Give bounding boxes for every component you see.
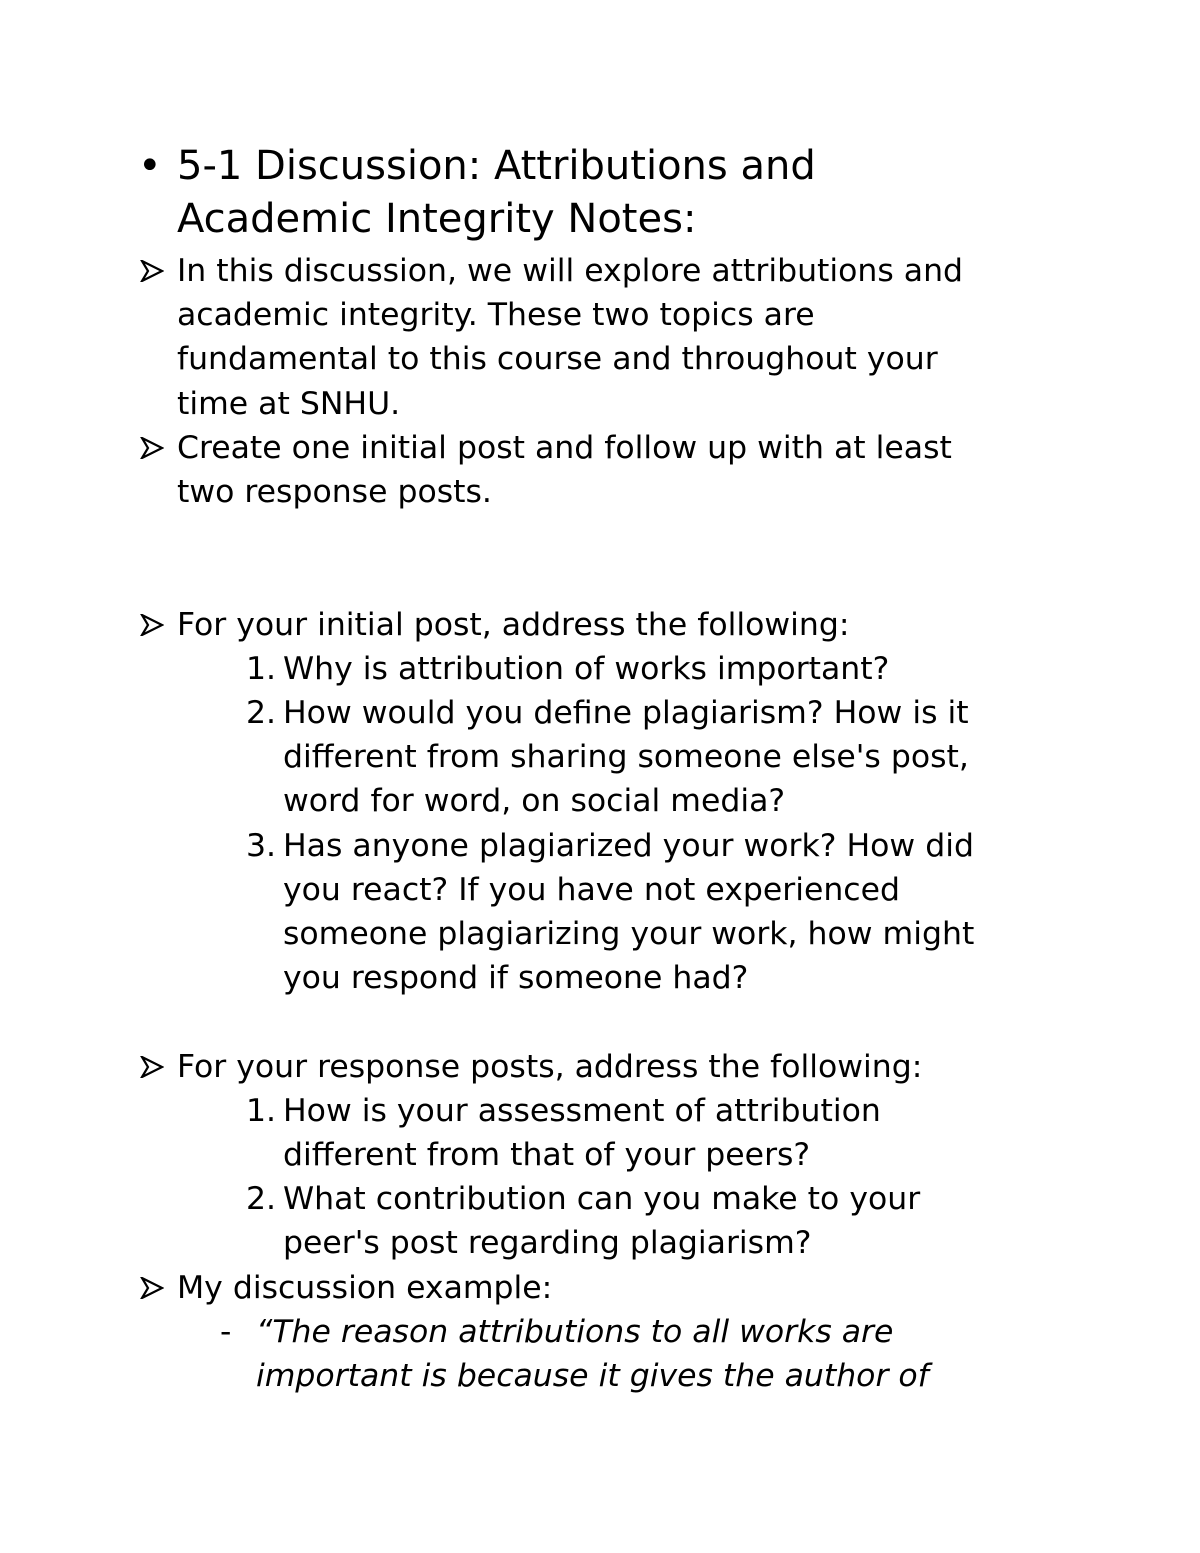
question-line: you respond if someone had? xyxy=(283,960,749,997)
list-item-intro xyxy=(138,249,1078,426)
list-item-response-posts xyxy=(138,1045,1078,1089)
list-item-initial-post xyxy=(138,603,1078,647)
question-line: Has anyone plagiarized your work? How did xyxy=(283,827,974,864)
example-quote xyxy=(138,1310,1078,1398)
question-number: 3. xyxy=(246,827,277,864)
response-posts-label: For your response posts, address the following: xyxy=(177,1048,923,1085)
question-line: Why is attribution of works important? xyxy=(283,650,890,687)
create-line: Create one initial post and follow up with at least xyxy=(177,429,952,466)
arrow-bullet-icon xyxy=(140,1277,164,1299)
quote-line: “The reason attributions to all works are xyxy=(256,1313,894,1350)
arrow-bullet-icon xyxy=(140,260,164,282)
arrow-bullet-icon xyxy=(140,437,164,459)
title-line-2: Academic Integrity Notes: xyxy=(177,196,697,242)
question-line: different from that of your peers? xyxy=(283,1137,811,1174)
question-line: How is your assessment of attribution xyxy=(283,1092,881,1129)
arrow-bullet-icon xyxy=(140,1056,164,1078)
quote-line: important is because it gives the author of xyxy=(256,1358,929,1395)
page-title xyxy=(138,140,1038,246)
example-label: My discussion example: xyxy=(177,1269,553,1306)
question-number: 1. xyxy=(246,1092,277,1129)
round-bullet-icon: • xyxy=(138,143,162,189)
list-item-example xyxy=(138,1266,1078,1310)
intro-line: fundamental to this course and throughout your xyxy=(177,341,938,378)
numbered-question xyxy=(138,691,1078,824)
intro-line: In this discussion, we will explore attributions and xyxy=(177,253,964,289)
numbered-question xyxy=(138,647,1078,691)
question-line: How would you define plagiarism? How is it xyxy=(283,695,969,731)
numbered-question xyxy=(138,1177,1078,1265)
spacer xyxy=(138,558,1078,602)
question-line: peer's post regarding plagiarism? xyxy=(283,1225,812,1262)
question-line: word for word, on social media? xyxy=(283,783,786,820)
initial-post-label: For your initial post, address the following: xyxy=(177,606,850,643)
intro-line: time at SNHU. xyxy=(177,385,401,422)
numbered-question xyxy=(138,1089,1078,1177)
question-number: 1. xyxy=(246,650,277,687)
create-line: two response posts. xyxy=(177,474,492,511)
question-line: What contribution can you make to your xyxy=(283,1181,921,1218)
dash-bullet: - xyxy=(220,1313,232,1350)
intro-line: academic integrity. These two topics are xyxy=(177,297,815,334)
question-number: 2. xyxy=(246,1181,277,1218)
question-line: different from sharing someone else's post, xyxy=(283,739,969,776)
spacer xyxy=(138,514,1078,558)
document-body xyxy=(138,249,1078,1398)
arrow-bullet-icon xyxy=(140,614,164,636)
numbered-question xyxy=(138,824,1078,1001)
question-line: you react? If you have not experienced xyxy=(283,871,901,908)
spacer xyxy=(138,1000,1078,1044)
question-line: someone plagiarizing your work, how might xyxy=(283,916,975,953)
title-line-1: 5-1 Discussion: Attributions and xyxy=(177,143,816,189)
list-item-create xyxy=(138,426,1078,514)
question-number: 2. xyxy=(246,695,277,731)
